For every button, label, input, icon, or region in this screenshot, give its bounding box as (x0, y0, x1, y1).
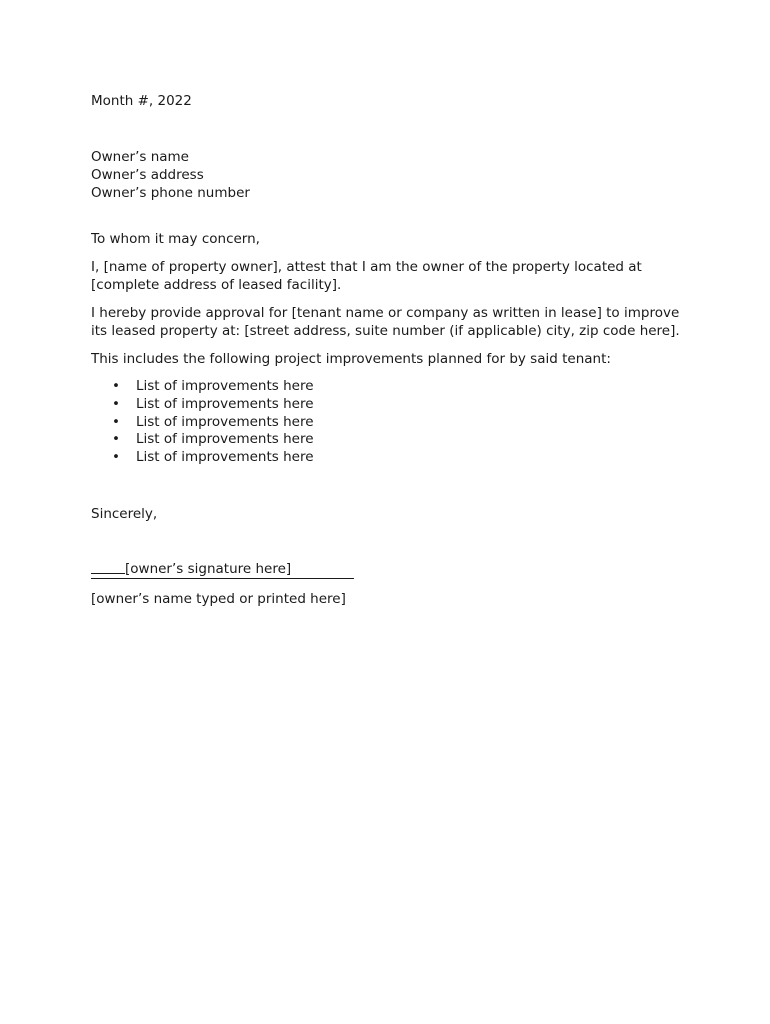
printed-name-placeholder: [owner’s name typed or printed here] (91, 590, 346, 607)
improvements-list (91, 378, 691, 467)
salutation: To whom it may concern, (91, 231, 260, 247)
owner-name: Owner’s name (91, 149, 189, 165)
owner-phone: Owner’s phone number (91, 185, 250, 201)
attestation-paragraph: I, [name of property owner], attest that I am the owner of the property located at [complete address of leased facility]. (91, 259, 642, 293)
list-item-text: List of improvements here (136, 449, 314, 466)
list-item (91, 396, 691, 414)
signature-block (91, 523, 691, 579)
bullet-icon: • (112, 413, 120, 430)
closing: Sincerely, (91, 505, 158, 522)
list-item (91, 431, 691, 449)
bullet-icon: • (112, 449, 120, 466)
list-item (91, 414, 691, 432)
bullet-icon: • (112, 395, 120, 412)
list-item-text: List of improvements here (136, 378, 314, 394)
list-item-text: List of improvements here (136, 413, 314, 430)
list-item (91, 449, 691, 467)
owner-contact-block (91, 148, 691, 202)
approval-paragraph: I hereby provide approval for [tenant name or company as written in lease] to improve its leased property at: [street address, suite number (if applicable) city, zip code here]. (91, 305, 680, 339)
list-item-text: List of improvements here (136, 395, 314, 412)
signature-line (91, 561, 354, 579)
owner-address: Owner’s address (91, 167, 204, 183)
letter-page (91, 92, 691, 608)
letter-date: Month #, 2022 (91, 93, 192, 109)
signature-placeholder: [owner’s signature here] (125, 560, 292, 577)
signature-blank (91, 573, 125, 574)
list-item (91, 378, 691, 396)
bullet-icon: • (112, 431, 120, 448)
bullet-icon: • (112, 378, 120, 394)
list-item-text: List of improvements here (136, 431, 314, 448)
improvements-intro-paragraph: This includes the following project improvements planned for by said tenant: (91, 351, 611, 367)
